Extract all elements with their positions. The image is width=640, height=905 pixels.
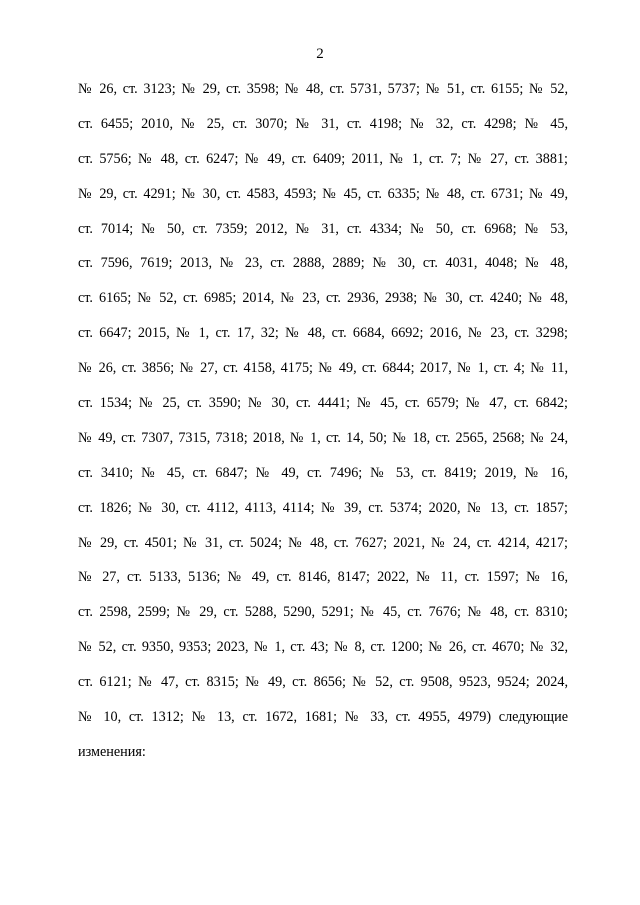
- text-line: № 26, ст. 3123; № 29, ст. 3598; № 48, ст. 5731, 5737; № 51, ст. 6155; № 52,: [78, 81, 568, 97]
- text-line: изменения:: [78, 743, 146, 760]
- text-line: № 52, ст. 9350, 9353; 2023, № 1, ст. 43; № 8, ст. 1200; № 26, ст. 4670; № 32,: [78, 639, 568, 656]
- text-line: № 29, ст. 4291; № 30, ст. 4583, 4593; № 45, ст. 6335; № 48, ст. 6731; № 49,: [78, 185, 568, 202]
- text-line: № 27, ст. 5133, 5136; № 49, ст. 8146, 8147; 2022, № 11, ст. 1597; № 16,: [78, 569, 568, 586]
- text-line: № 10, ст. 1312; № 13, ст. 1672, 1681; № 33, ст. 4955, 4979) следующие: [78, 709, 568, 726]
- text-line: ст. 7014; № 50, ст. 7359; 2012, № 31, ст. 4334; № 50, ст. 6968; № 53,: [78, 220, 568, 237]
- page-number: 2: [316, 46, 324, 62]
- text-line: ст. 1534; № 25, ст. 3590; № 30, ст. 4441; № 45, ст. 6579; № 47, ст. 6842;: [78, 395, 568, 412]
- text-line: ст. 1826; № 30, ст. 4112, 4113, 4114; № 39, ст. 5374; 2020, № 13, ст. 1857;: [78, 499, 568, 516]
- text-line: ст. 6647; 2015, № 1, ст. 17, 32; № 48, ст. 6684, 6692; 2016, № 23, ст. 3298;: [78, 325, 568, 342]
- text-line: ст. 7596, 7619; 2013, № 23, ст. 2888, 2889; № 30, ст. 4031, 4048; № 48,: [78, 255, 568, 272]
- text-line: ст. 2598, 2599; № 29, ст. 5288, 5290, 5291; № 45, ст. 7676; № 48, ст. 8310;: [78, 604, 568, 621]
- text-line: ст. 3410; № 45, ст. 6847; № 49, ст. 7496; № 53, ст. 8419; 2019, № 16,: [78, 464, 568, 481]
- text-line: № 29, ст. 4501; № 31, ст. 5024; № 48, ст. 7627; 2021, № 24, ст. 4214, 4217;: [78, 534, 568, 551]
- text-line: ст. 6121; № 47, ст. 8315; № 49, ст. 8656; № 52, ст. 9508, 9523, 9524; 2024,: [78, 674, 568, 691]
- text-line: № 49, ст. 7307, 7315, 7318; 2018, № 1, ст. 14, 50; № 18, ст. 2565, 2568; № 24,: [78, 429, 568, 446]
- text-line: № 26, ст. 3856; № 27, ст. 4158, 4175; № 49, ст. 6844; 2017, № 1, ст. 4; № 11,: [78, 360, 568, 377]
- body-text: [78, 80, 568, 778]
- text-line: ст. 5756; № 48, ст. 6247; № 49, ст. 6409; 2011, № 1, ст. 7; № 27, ст. 3881;: [78, 150, 568, 167]
- text-line: ст. 6455; 2010, № 25, ст. 3070; № 31, ст. 4198; № 32, ст. 4298; № 45,: [78, 115, 568, 132]
- text-line: ст. 6165; № 52, ст. 6985; 2014, № 23, ст. 2936, 2938; № 30, ст. 4240; № 48,: [78, 290, 568, 307]
